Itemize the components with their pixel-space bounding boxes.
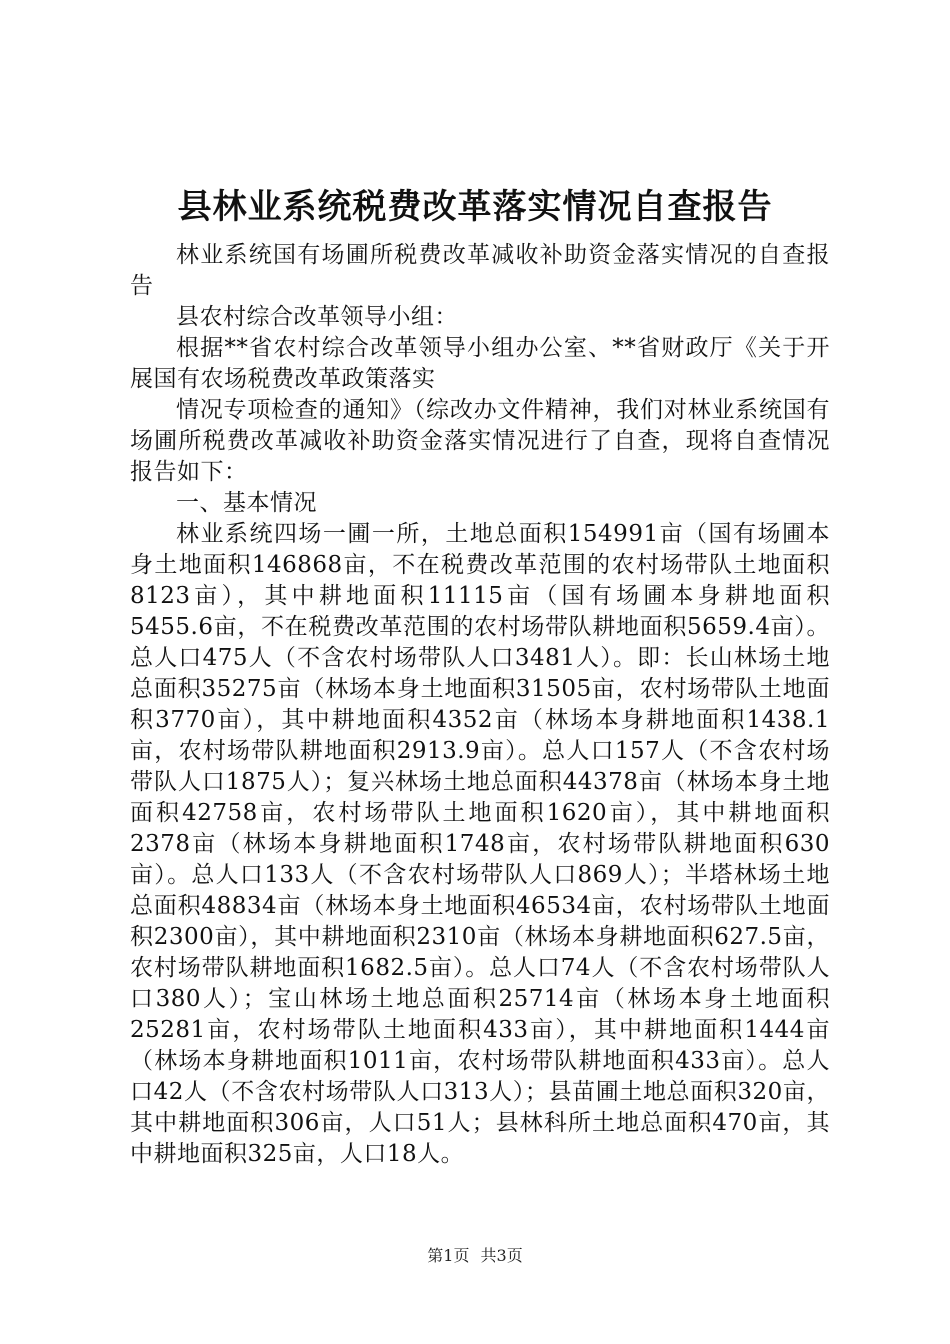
page-number: 第1页 [427,1246,470,1265]
section-heading-basic-info: 一、基本情况 [176,490,317,516]
paragraph-addressee: 县农村综合改革领导小组： [176,304,458,330]
paragraph-basic-info: 林业系统四场一圃一所，土地总面积154991亩（国有场圃本身土地面积146868亩，不在税费改革范围的农村场带队土地面积8123亩），其中耕地面积11115亩（国有场圃本身耕地面积5455.6亩，不在税费改革范围的农村场带队耕地面积5659.4亩）。总人口475人（不含农村场带队人口3481人）。即：长山林场土地总面积35275亩（林场本身土地面积31505亩，农村场带队土地面积3770亩），其中耕地面积4352亩（林场本身耕地面积1438.1亩，农村场带队耕地面积2913.9亩）。总人口157人（不含农村场带队人口1875人）；复兴林场土地总面积44378亩（林场本身土地面积42758亩，农村场带队土地面积1620亩），其中耕地面积2378亩（林场本身耕地面积1748亩，农村场带队耕地面积630亩）。总人口133人（不含农村场带队人口869人）；半塔林场土地总面积48834亩（林场本身土地面积46534亩，农村场带队土地面积2300亩），其中耕地面积2310亩（林场本身耕地面积627.5亩，农村场带队耕地面积1682.5亩）。总人口74人（不含农村场带队人口380人）；宝山林场土地总面积25714亩（林场本身土地面积25281亩，农村场带队土地面积433亩），其中耕地面积1444亩（林场本身耕地面积1011亩，农村场带队耕地面积433亩）。总人口42人（不含农村场带队人口313人）；县苗圃土地总面积320亩，其中耕地面积306亩，人口51人；县林科所土地总面积470亩，其中耕地面积325亩，人口18人。 [130,521,830,1167]
paragraph-intro: 情况专项检查的通知》（综改办文件精神，我们对林业系统国有场圃所税费改革减收补助资金落实情况进行了自查，现将自查情况报告如下： [130,397,830,485]
document-title: 县林业系统税费改革落实情况自查报告 [177,187,773,227]
paragraph-basis: 根据**省农村综合改革领导小组办公室、**省财政厅《关于开展国有农场税费改革政策落实 [130,335,830,392]
paragraph-subtitle: 林业系统国有场圃所税费改革减收补助资金落实情况的自查报告 [130,242,830,299]
page-footer [0,1246,950,1266]
document-body [130,240,830,1170]
page-total: 共3页 [480,1246,523,1265]
